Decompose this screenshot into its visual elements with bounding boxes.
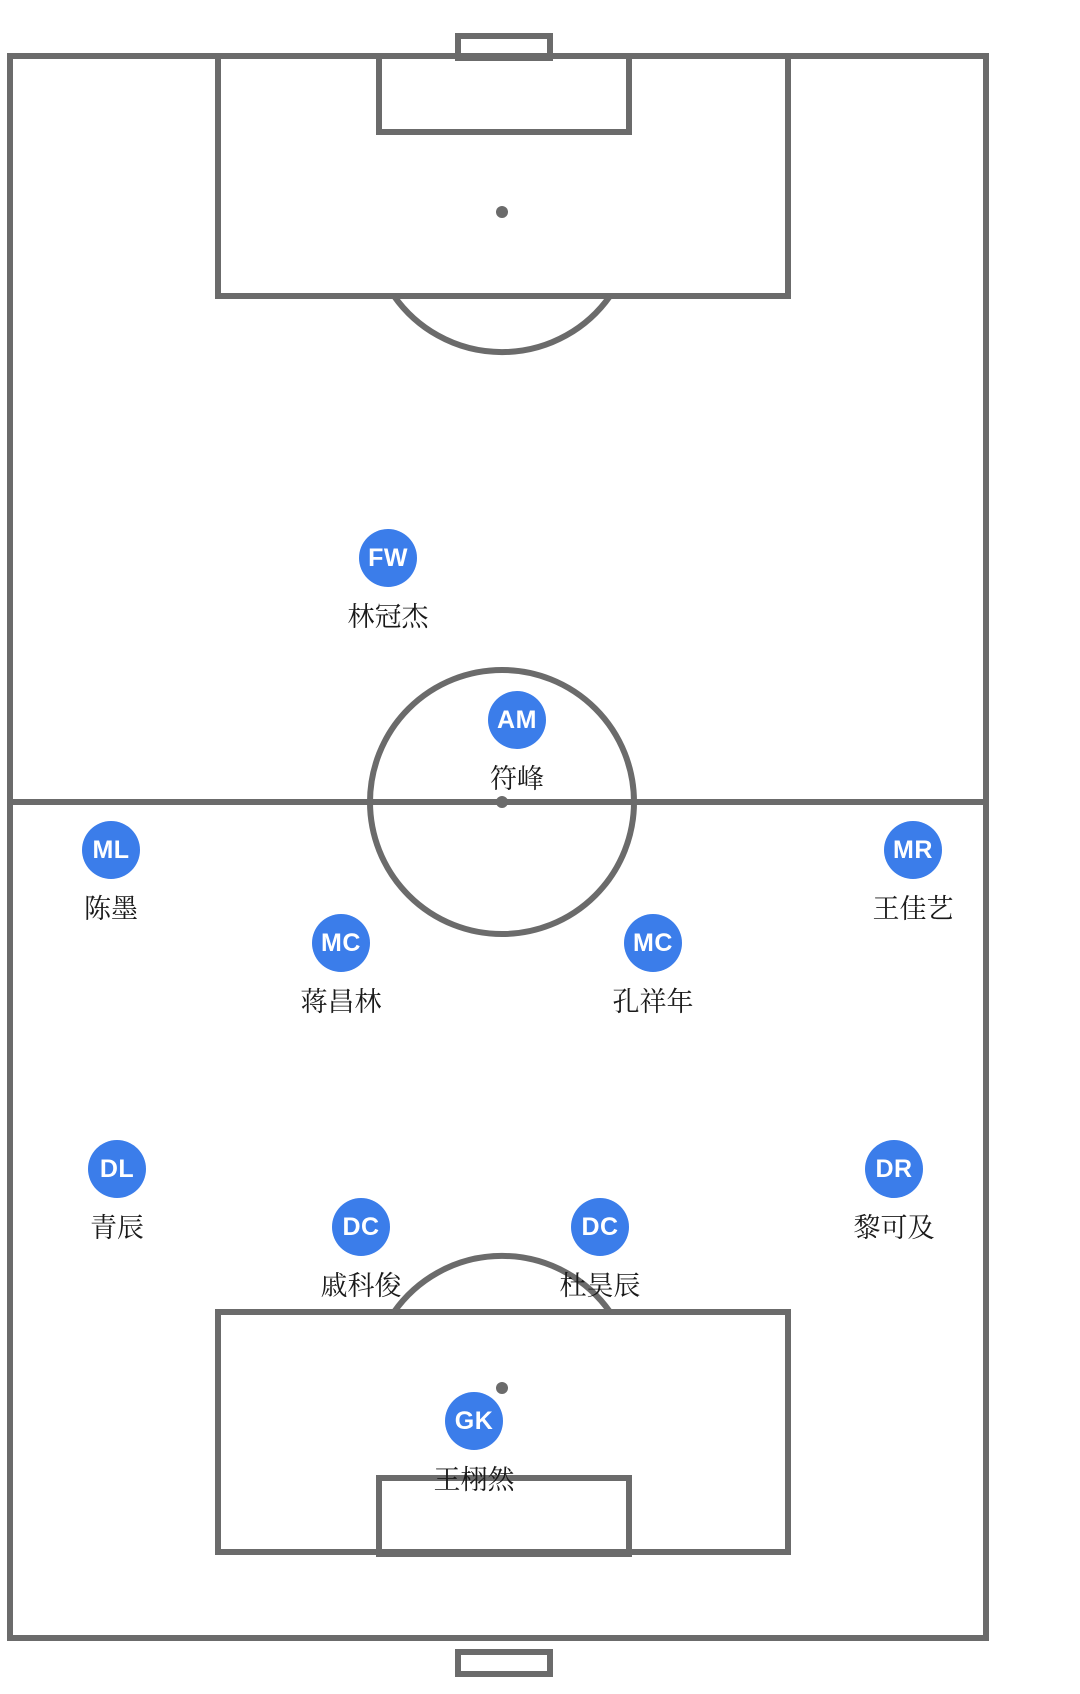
player-marker[interactable] (21, 821, 201, 926)
top-penalty-spot (496, 206, 508, 218)
player-position-badge: DR (865, 1140, 923, 1198)
top-penalty-area (218, 56, 788, 296)
player-name-label: 孔祥年 (612, 987, 694, 1017)
player-position-badge: GK (445, 1392, 503, 1450)
player-marker[interactable] (823, 821, 1003, 926)
player-name-label: 符峰 (490, 764, 544, 794)
player-name-label: 王栩然 (433, 1465, 515, 1495)
player-position-badge: DL (88, 1140, 146, 1198)
player-marker[interactable] (27, 1140, 207, 1245)
player-name-label: 戚科俊 (320, 1271, 402, 1301)
player-marker[interactable] (804, 1140, 984, 1245)
centre-spot (496, 796, 508, 808)
player-name-label: 蒋昌林 (300, 987, 382, 1017)
player-marker[interactable] (563, 914, 743, 1019)
top-penalty-arc (394, 296, 610, 352)
player-position-badge: AM (488, 691, 546, 749)
player-marker[interactable] (298, 529, 478, 634)
player-marker[interactable] (427, 691, 607, 796)
player-position-badge: MC (312, 914, 370, 972)
player-marker[interactable] (271, 1198, 451, 1303)
player-position-badge: DC (332, 1198, 390, 1256)
player-position-badge: FW (359, 529, 417, 587)
player-name-label: 王佳艺 (872, 894, 954, 924)
player-position-badge: MR (884, 821, 942, 879)
player-position-badge: MC (624, 914, 682, 972)
top-goal-area (379, 56, 629, 132)
player-position-badge: ML (82, 821, 140, 879)
player-position-badge: DC (571, 1198, 629, 1256)
player-name-label: 青辰 (90, 1213, 144, 1243)
player-marker[interactable] (251, 914, 431, 1019)
player-marker[interactable] (510, 1198, 690, 1303)
player-name-label: 陈墨 (84, 894, 138, 924)
player-name-label: 黎可及 (853, 1213, 935, 1243)
bottom-goal (458, 1652, 550, 1674)
player-marker[interactable] (384, 1392, 564, 1497)
player-name-label: 林冠杰 (347, 602, 429, 632)
player-name-label: 杜昊辰 (559, 1271, 641, 1301)
